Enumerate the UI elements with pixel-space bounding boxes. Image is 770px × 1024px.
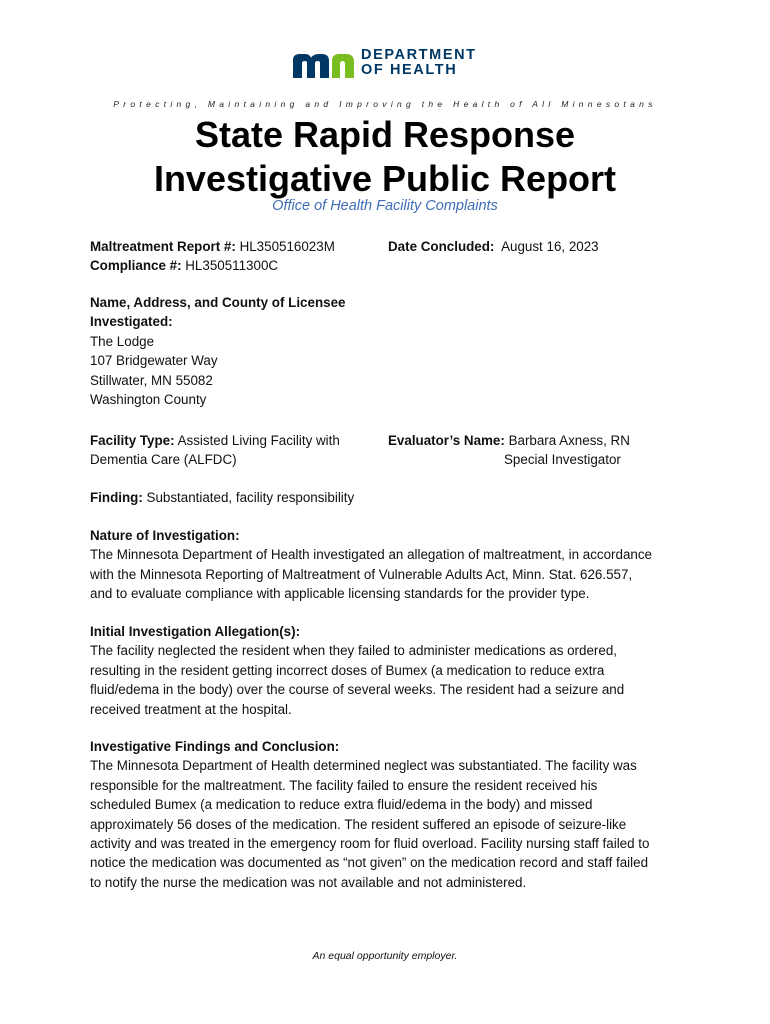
findings-section (90, 737, 649, 892)
date-concluded (388, 237, 599, 256)
nature-heading: Nature of Investigation: (90, 528, 240, 543)
tagline: Protecting, Maintaining and Improving the Health of All Minnesotans (113, 99, 657, 109)
date-value: August 16, 2023 (494, 239, 599, 254)
allegation-line: resulting in the resident getting incorrect doses of Bumex (a medication to reduce extra (90, 662, 605, 678)
logo-line-1: DEPARTMENT (361, 47, 477, 63)
maltreatment-value: HL350516023M (235, 239, 335, 254)
compliance-row (90, 256, 335, 275)
findings-line: to notify the nurse the medication was not available and not administered. (90, 874, 527, 890)
compliance-value: HL350511300C (181, 258, 279, 274)
maltreatment-report-row (90, 237, 335, 256)
facility-value-1: Assisted Living Facility with (174, 433, 340, 448)
report-numbers (90, 237, 335, 276)
licensee-line: The Lodge (90, 333, 155, 349)
licensee-heading-1: Name, Address, and County of Licensee (90, 295, 346, 310)
allegation-line: The facility neglected the resident when they failed to administer medications as ordered, (90, 643, 617, 659)
finding (90, 488, 354, 507)
facility-label: Facility Type: (90, 433, 175, 448)
allegation-line: fluid/edema in the body) over the course of several weeks. The resident had a seizure and (90, 682, 625, 698)
date-label: Date Concluded: (388, 239, 495, 254)
findings-line: approximately 56 doses of the medication. The resident suffered an episode of seizure-like (90, 816, 627, 832)
findings-line: scheduled Bumex (a medication to reduce extra fluid/edema in the body) and missed (90, 797, 593, 813)
mn-logo-icon (291, 52, 357, 78)
licensee-line: Stillwater, MN 55082 (90, 372, 213, 388)
licensee-section (90, 293, 345, 409)
allegation-heading: Initial Investigation Allegation(s): (90, 624, 301, 639)
page-subtitle: Office of Health Facility Complaints (272, 198, 498, 214)
findings-line: The Minnesota Department of Health determined neglect was substantiated. The facility was (90, 758, 637, 774)
finding-label: Finding: (90, 490, 143, 505)
title-line-1: State Rapid Response (194, 114, 576, 155)
licensee-line: 107 Bridgewater Way (90, 353, 218, 369)
nature-line: with the Minnesota Reporting of Maltreatment of Vulnerable Adults Act, Minn. Stat. 626.557, (90, 566, 633, 582)
findings-line: activity and was treated in the emergency room for fluid overload. Facility nursing staff failed to (90, 836, 650, 852)
finding-value: Substantiated, facility responsibility (142, 490, 355, 505)
mdh-logo (291, 48, 481, 80)
compliance-label: Compliance #: (90, 258, 182, 274)
findings-line: responsible for the maltreatment. The facility failed to ensure the resident received his (90, 777, 598, 793)
allegation-line: received treatment at the hospital. (90, 701, 292, 717)
facility-type (90, 431, 340, 470)
allegation-section (90, 622, 624, 719)
title-line-2: Investigative Public Report (153, 158, 617, 199)
nature-line: The Minnesota Department of Health investigated an allegation of maltreatment, in accordance (90, 547, 652, 563)
page-title (0, 113, 770, 201)
evaluator-value-2: Special Investigator (504, 452, 621, 468)
logo-wordmark (361, 48, 477, 78)
nature-line: and to evaluate compliance with applicable licensing standards for the provider type. (90, 586, 590, 602)
evaluator (388, 431, 630, 470)
maltreatment-label: Maltreatment Report #: (90, 239, 236, 254)
footer-note: An equal opportunity employer. (312, 950, 458, 962)
logo-line-2: OF HEALTH (361, 62, 458, 78)
evaluator-value-1: Barbara Axness, RN (504, 433, 630, 448)
licensee-line: Washington County (90, 392, 207, 408)
evaluator-label: Evaluator’s Name: (388, 433, 505, 448)
findings-heading: Investigative Findings and Conclusion: (90, 739, 340, 754)
findings-line: notice the medication was documented as “not given” on the medication record and staff failed (90, 855, 649, 871)
licensee-heading-2: Investigated: (90, 314, 173, 330)
nature-section (90, 526, 652, 604)
facility-value-2: Dementia Care (ALFDC) (90, 452, 237, 468)
